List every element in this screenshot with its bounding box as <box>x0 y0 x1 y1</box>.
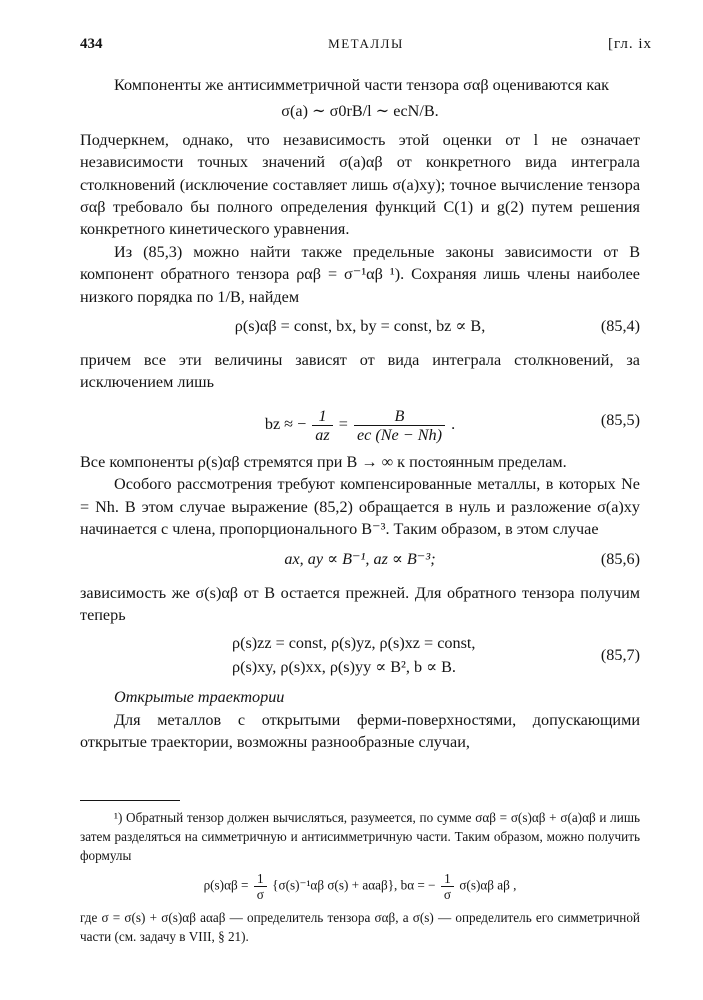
fn-eq-f1-denominator: σ <box>256 887 264 902</box>
equation-number: (85,4) <box>600 317 640 336</box>
eq5-end: . <box>451 415 456 434</box>
fn-eq-end: σ(s)αβ aβ , <box>459 877 517 893</box>
fn-eq-f1-numerator: 1 <box>254 871 267 887</box>
main-text <box>80 74 640 754</box>
equation-85-5-body <box>80 407 640 444</box>
equation-85-7 <box>80 630 640 680</box>
eq5-f1-numerator: 1 <box>312 407 332 426</box>
equation-number: (85,7) <box>600 646 640 665</box>
footnote-text-1: ¹) Обратный тензор должен вычисляться, разумеется, по сумме σαβ = σ(s)αβ + σ(a)αβ и лишь затем разделяться на симметричную и антисимметричную части. Таким образом, можно получить формулы <box>80 810 640 863</box>
equation-85-4 <box>80 311 640 343</box>
paragraph-7: зависимость же σ(s)αβ от B остается прежней. Для обратного тензора получим теперь <box>80 583 640 624</box>
equation-number: (85,6) <box>600 549 640 568</box>
equation-85-7-line-1: ρ(s)zz = const, ρ(s)yz, ρ(s)xz = const, <box>232 634 476 653</box>
section-heading: Открытые траектории <box>114 688 285 707</box>
equation-number: (85,5) <box>600 410 640 429</box>
equation-85-7-line-2: ρ(s)xy, ρ(s)xx, ρ(s)yy ∝ B², b ∝ B. <box>232 658 456 677</box>
paragraph-2: Подчеркнем, однако, что независимость этой оценки от l не означает независимости точных значений σ(a)αβ от конкретного вида интеграла столкновений (исключение составляет лишь σ(a)xy); точное вычисление тензора σαβ требовало бы полного определения функций C(1) и g(2) путем решения конкретного кинетического уравнения. <box>80 130 640 239</box>
eq5-f2-numerator: B <box>354 407 445 426</box>
paragraph-5: Все компоненты ρ(s)αβ стремятся при B → ∞ к постоянным пределам. <box>80 452 567 471</box>
eq5-f2-denominator: ec (Ne − Nh) <box>356 425 443 444</box>
equation-85-4-body: ρ(s)αβ = const, bx, by = const, bz ∝ B, <box>234 317 486 336</box>
paragraph-6: Особого рассмотрения требуют компенсированные металлы, в которых Ne = Nh. В этом случае выражение (85,2) обращается в нуль и разложение σ(a)xy начинается с члена, пропорционального B⁻³. Таким образом, в этом случае <box>80 475 640 539</box>
eq5-equals: = <box>338 415 348 434</box>
footnote-text-2: где σ = σ(s) + σ(s)αβ aαaβ — определитель тензора σαβ, а σ(s) — определитель его симметричной части (см. задачу в VIII, § 21). <box>80 910 640 944</box>
page-number: 434 <box>80 36 103 52</box>
paragraph-8: Для металлов с открытыми ферми-поверхностями, допускающими открытые траектории, возможны разнообразные случаи, <box>80 710 640 752</box>
fn-eq-middle: {σ(s)⁻¹αβ σ(s) + aαaβ}, bα = − <box>272 877 436 893</box>
page-header <box>80 36 652 58</box>
fn-eq-fraction-2 <box>441 871 454 902</box>
footnote-rule <box>80 800 180 801</box>
equation-85-6 <box>80 544 640 576</box>
chapter-ref: [гл. ix <box>607 36 652 52</box>
fn-eq-fraction-1 <box>254 871 267 902</box>
footnote <box>80 808 640 946</box>
eq5-fraction-1 <box>312 407 332 444</box>
fn-eq-lhs: ρ(s)αβ = <box>203 877 249 893</box>
fn-eq-f2-denominator: σ <box>443 887 452 902</box>
paragraph-3: Из (85,3) можно найти также предельные законы зависимости от B компонент обратного тензора ραβ = σ⁻¹αβ ¹). Сохраняя лишь члены наиболее низкого порядка по 1/B, найдем <box>80 242 640 306</box>
fn-eq-f2-numerator: 1 <box>441 871 454 887</box>
eq5-lhs: bz ≈ − <box>264 415 307 434</box>
equation-85-5 <box>80 397 640 445</box>
footnote-equation <box>80 871 640 902</box>
eq5-fraction-2 <box>354 407 445 444</box>
paragraph-1: Компоненты же антисимметричной части тензора σαβ оцениваются как <box>114 76 610 94</box>
equation-85-6-body: ax, ay ∝ B⁻¹, az ∝ B⁻³; <box>284 549 436 568</box>
paragraph-4: причем все эти величины зависят от вида интеграла столкновений, за исключением лишь <box>80 351 640 392</box>
equation-unnumbered: σ(a) ∼ σ0rB/l ∼ ecN/B. <box>281 102 439 121</box>
running-title: МЕТАЛЛЫ <box>328 36 404 51</box>
eq5-f1-denominator: az <box>315 425 330 444</box>
